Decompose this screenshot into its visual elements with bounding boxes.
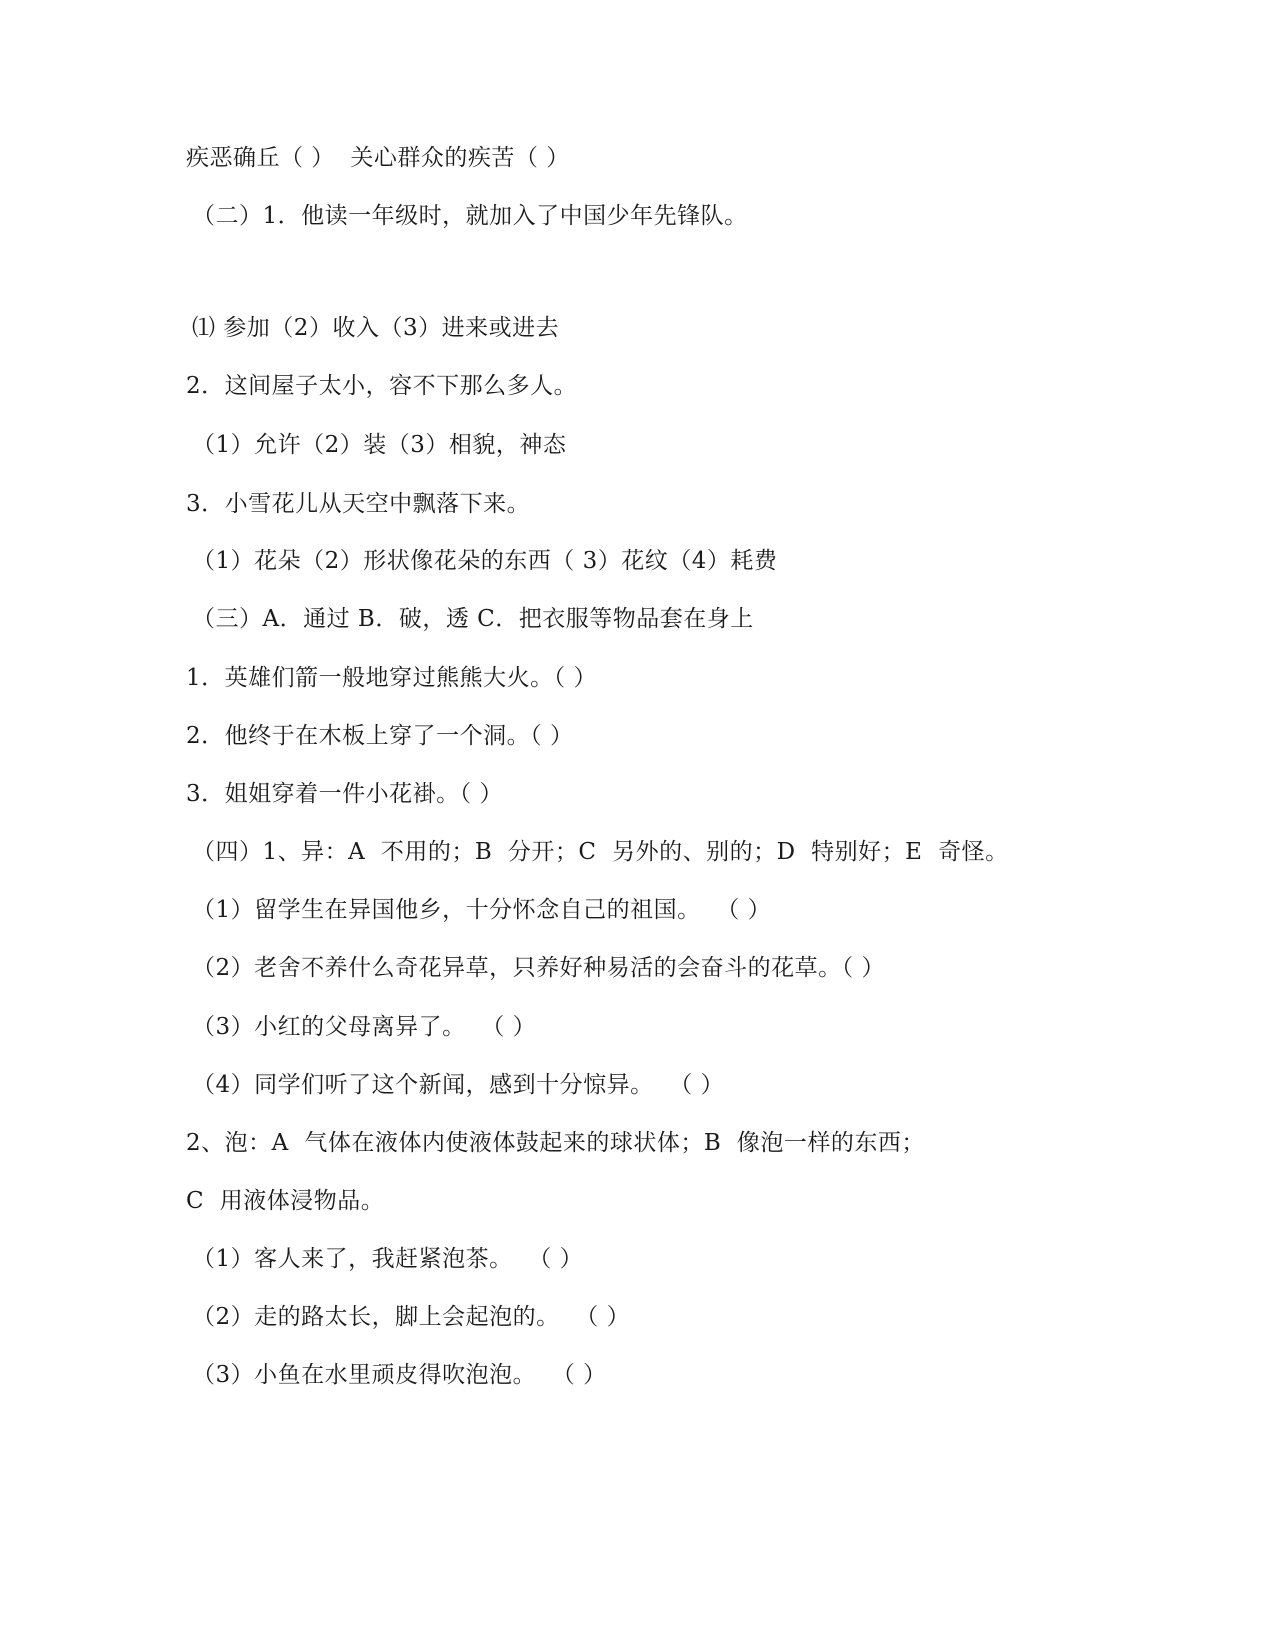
text-line: 2．他终于在木板上穿了一个洞。（ ）	[186, 723, 574, 749]
text-line: （二）1．他读一年级时，就加入了中国少年先锋队。	[192, 203, 748, 229]
text-line: （三）A．通过 B．破，透 C．把衣服等物品套在身上	[192, 606, 754, 632]
text-line: 3．小雪花儿从天空中飘落下来。	[186, 491, 531, 517]
text-line: （3）小红的父母离异了。 （ ）	[192, 1014, 537, 1040]
text-line: ⑴ 参加（2）收入（3）进来或进去	[192, 315, 560, 341]
text-line: 2．这间屋子太小，容不下那么多人。	[186, 373, 578, 399]
text-line: 1．英雄们箭一般地穿过熊熊大火。（ ）	[186, 665, 597, 691]
text-line: 疾恶确丘（ ） 关心群众的疾苦（ ）	[186, 145, 570, 171]
text-line: （1）花朵（2）形状像花朵的东西（ 3）花纹（4）耗费	[192, 548, 778, 574]
text-line: （1）客人来了，我赶紧泡茶。 （ ）	[192, 1246, 584, 1272]
text-line: （四）1、异：A 不用的；B 分开；C 另外的、别的；D 特别好；E 奇怪。	[192, 839, 1009, 865]
text-line: （1）允许（2）装（3）相貌，神态	[192, 432, 567, 458]
text-line: 2、泡：A 气体在液体内使液体鼓起来的球状体；B 像泡一样的东西；	[186, 1130, 925, 1156]
text-line: 3．姐姐穿着一件小花褂。（ ）	[186, 781, 503, 807]
text-line: （4）同学们听了这个新闻，感到十分惊异。 （ ）	[192, 1072, 725, 1098]
text-line: （2）老舍不养什么奇花异草，只养好种易活的会奋斗的花草。（ ）	[192, 955, 885, 981]
text-line: （3）小鱼在水里顽皮得吹泡泡。 （ ）	[192, 1362, 607, 1388]
text-line: （1）留学生在异国他乡，十分怀念自己的祖国。 （ ）	[192, 897, 772, 923]
text-line: （2）走的路太长，脚上会起泡的。 （ ）	[192, 1304, 631, 1330]
text-line: C 用液体浸物品。	[186, 1188, 385, 1214]
